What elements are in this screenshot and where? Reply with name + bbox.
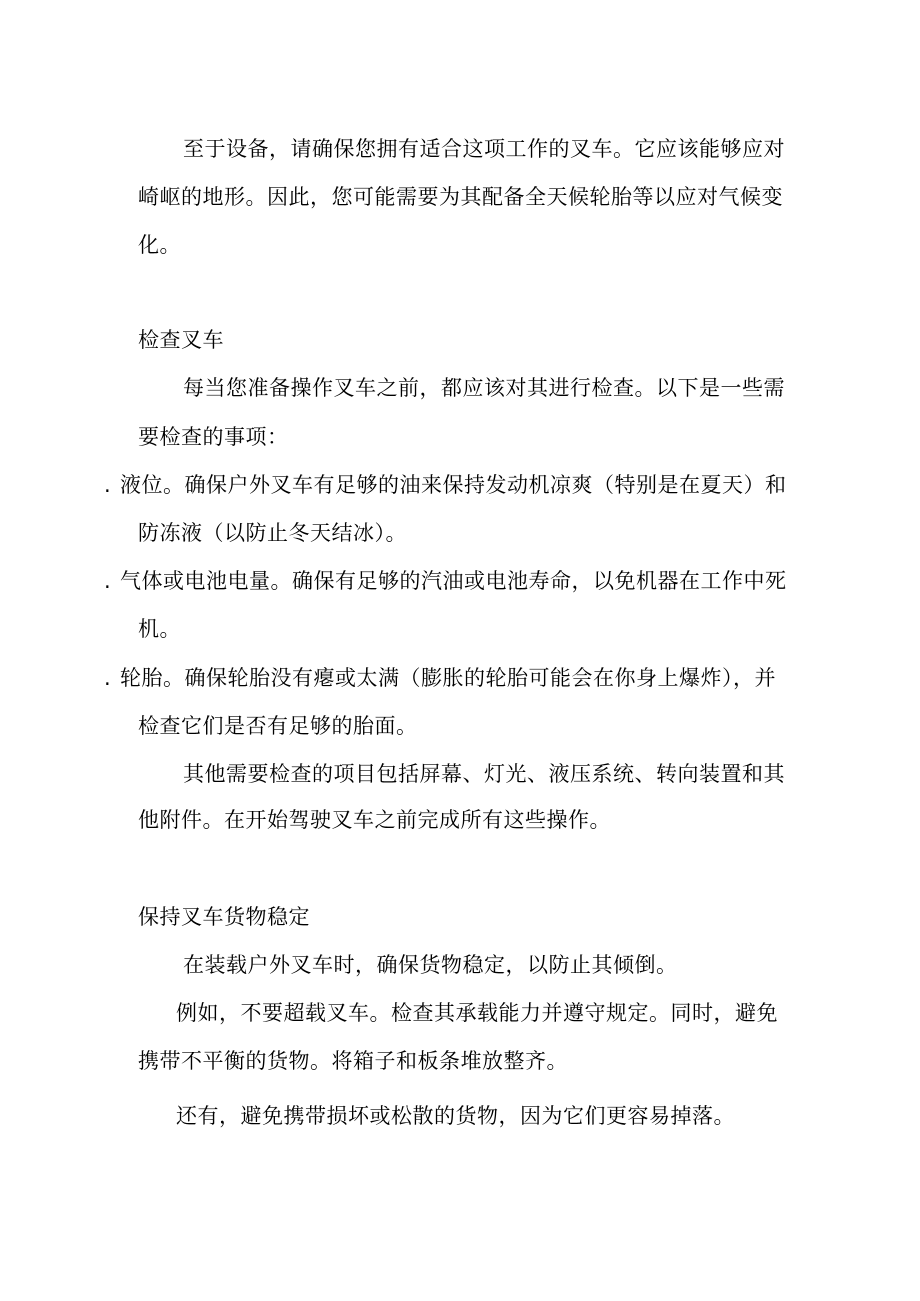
list-item-marker: .: [104, 666, 112, 690]
stability-paragraph-3: 还有，避免携带损坏或松散的货物，因为它们更容易掉落。: [176, 1104, 735, 1128]
list-item-fluids-line-1: 液位。确保户外叉车有足够的油来保持发动机凉爽（特别是在夏天）和: [120, 473, 787, 497]
section-heading-inspection: 检查叉车: [138, 328, 224, 352]
intro-line-1: 至于设备，请确保您拥有适合这项工作的叉车。它应该能够应对: [183, 137, 785, 161]
stability-paragraph-2-line-2: 携带不平衡的货物。将箱子和板条堆放整齐。: [138, 1049, 568, 1073]
list-item-fuel-line-2: 机。: [138, 617, 181, 641]
list-item-fluids-line-2: 防冻液（以防止冬天结冰）。: [138, 521, 407, 545]
inspection-closing-line-1: 其他需要检查的项目包括屏幕、灯光、液压系统、转向装置和其: [183, 762, 785, 786]
list-item-tires-line-2: 检查它们是否有足够的胎面。: [138, 714, 418, 738]
section-heading-stability: 保持叉车货物稳定: [138, 905, 310, 929]
inspection-intro-line-2: 要检查的事项：: [138, 425, 289, 449]
list-item-marker: .: [104, 473, 112, 497]
list-item-tires-line-1: 轮胎。确保轮胎没有瘪或太满（膨胀的轮胎可能会在你身上爆炸），并: [120, 666, 776, 690]
stability-paragraph-1: 在装载户外叉车时，确保货物稳定，以防止其倾倒。: [183, 953, 678, 977]
list-item-marker: .: [104, 569, 112, 593]
inspection-intro-line-1: 每当您准备操作叉车之前，都应该对其进行检查。以下是一些需: [183, 376, 785, 400]
list-item-fuel-line-1: 气体或电池电量。确保有足够的汽油或电池寿命，以免机器在工作中死: [120, 569, 787, 593]
stability-paragraph-2-line-1: 例如，不要超载叉车。检查其承载能力并遵守规定。同时，避免: [176, 1001, 778, 1025]
intro-line-3: 化。: [138, 233, 181, 257]
intro-line-2: 崎岖的地形。因此，您可能需要为其配备全天候轮胎等以应对气候变: [138, 185, 783, 209]
inspection-closing-line-2: 他附件。在开始驾驶叉车之前完成所有这些操作。: [138, 808, 611, 832]
